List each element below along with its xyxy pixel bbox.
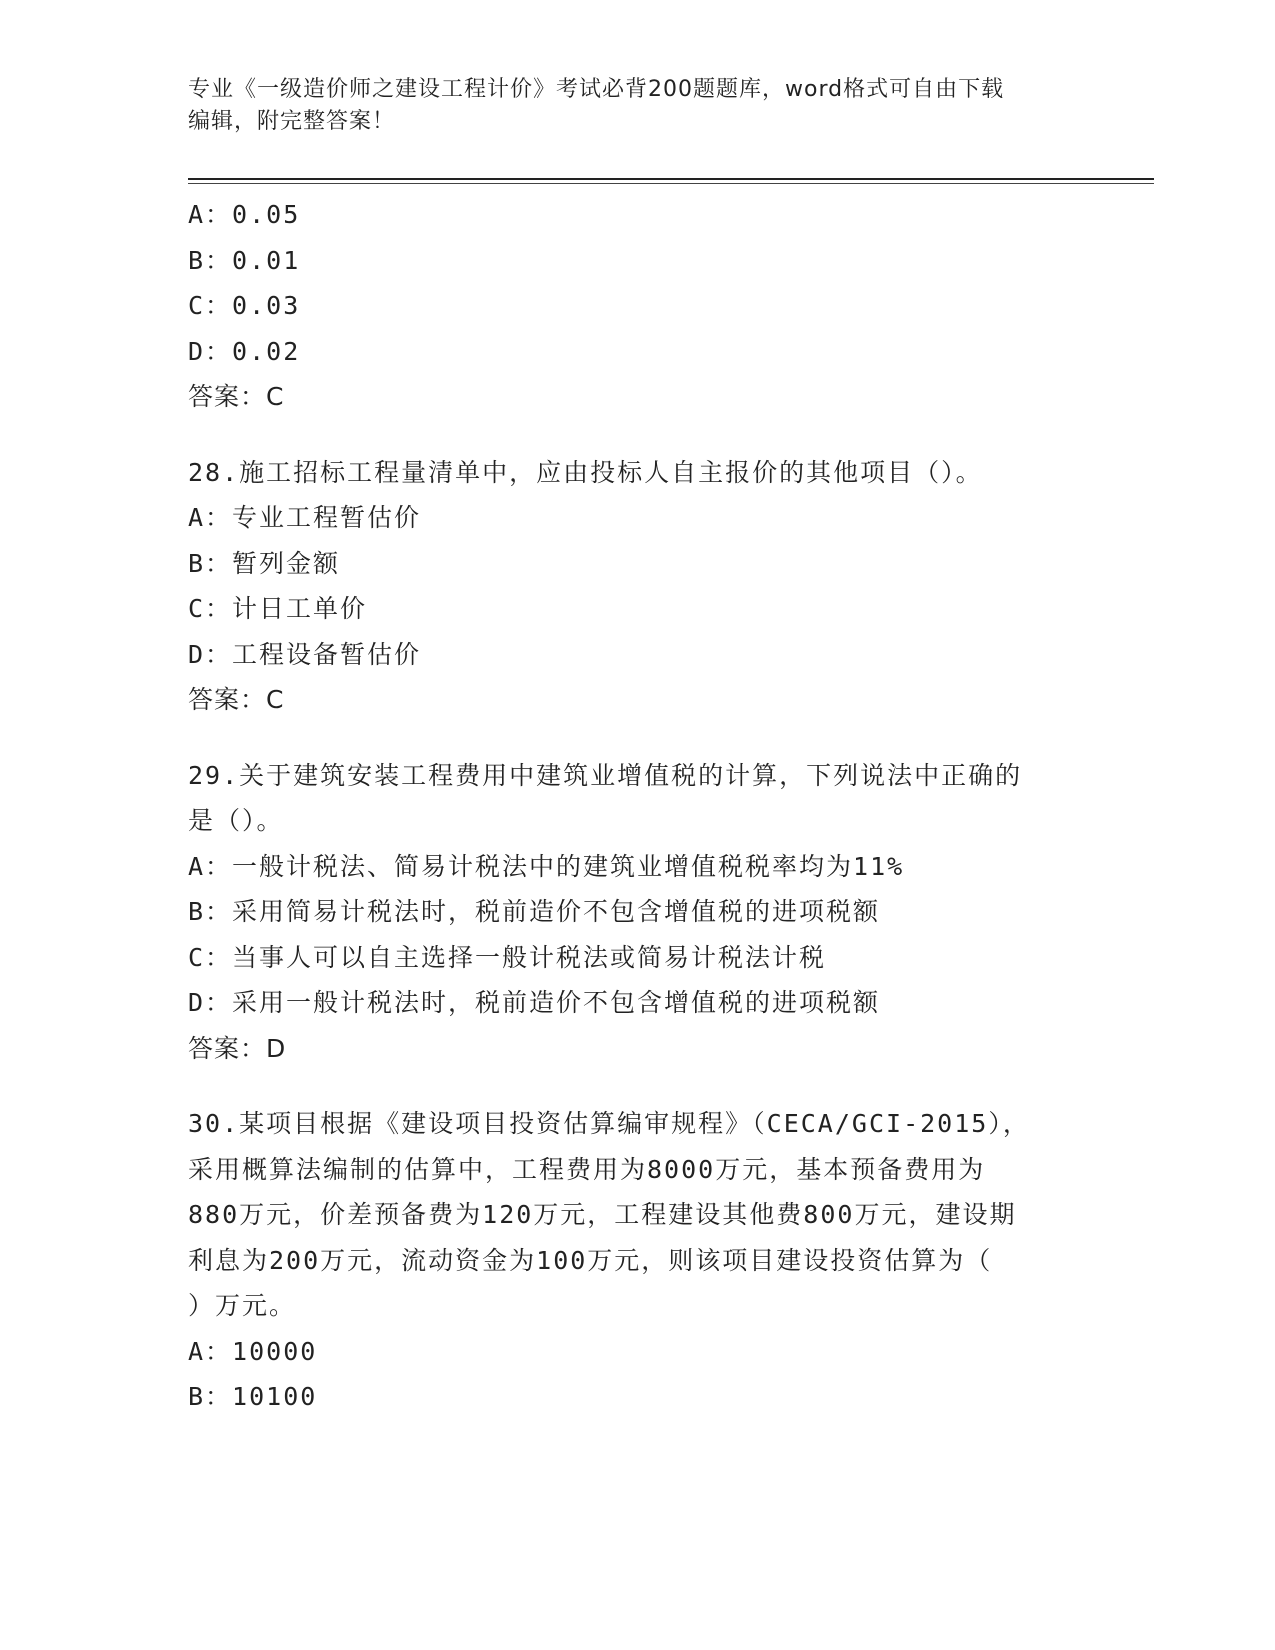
option-a: A：0.05 — [188, 200, 301, 229]
spacer — [188, 723, 1088, 753]
question-stem-line-2: 是（）。 — [188, 806, 284, 835]
question-stem-line-4: 利息为200万元，流动资金为100万元，则该项目建设投资估算为（ — [188, 1245, 993, 1275]
option-b: B：暂列金额 — [188, 548, 341, 578]
question-27 — [188, 192, 1088, 420]
option-b: B：采用简易计税法时，税前造价不包含增值税的进项税额 — [188, 897, 881, 926]
header-line-2: 编辑，附完整答案！ — [188, 109, 396, 134]
option-b: B：0.01 — [188, 245, 301, 275]
answer-line: 答案：D — [188, 1033, 287, 1063]
spacer — [188, 1071, 1088, 1101]
option-c: C：计日工单价 — [188, 594, 368, 623]
question-list — [188, 192, 1088, 1420]
option-d: D：工程设备暂估价 — [188, 639, 422, 669]
header-divider-thick — [188, 178, 1154, 180]
header-divider-thin — [188, 183, 1154, 184]
question-29 — [188, 753, 1088, 1072]
answer-line: 答案：C — [188, 382, 285, 411]
option-a: A：一般计税法、简易计税法中的建筑业增值税税率均为11% — [188, 851, 905, 881]
option-d: D：采用一般计税法时，税前造价不包含增值税的进项税额 — [188, 988, 881, 1017]
option-c: C：0.03 — [188, 291, 301, 320]
question-28 — [188, 450, 1088, 723]
option-b: B：10100 — [188, 1382, 318, 1411]
option-c: C：当事人可以自主选择一般计税法或简易计税法计税 — [188, 942, 827, 972]
question-stem-line-1: 29.关于建筑安装工程费用中建筑业增值税的计算，下列说法中正确的 — [188, 760, 1023, 790]
question-stem: 28.施工招标工程量清单中，应由投标人自主报价的其他项目（）。 — [188, 457, 983, 487]
option-a: A：专业工程暂估价 — [188, 503, 422, 532]
option-d: D：0.02 — [188, 336, 301, 366]
answer-line: 答案：C — [188, 685, 285, 714]
header-line-1: 专业《一级造价师之建设工程计价》考试必背200题题库，word格式可自由下载 — [188, 77, 1005, 102]
document-header — [188, 74, 1088, 138]
option-a: A：10000 — [188, 1336, 318, 1366]
question-stem-line-2: 采用概算法编制的估算中，工程费用为8000万元，基本预备费用为 — [188, 1154, 986, 1184]
question-stem-line-1: 30.某项目根据《建设项目投资估算编审规程》（CECA/GCI-2015）， — [188, 1109, 1030, 1138]
spacer — [188, 420, 1088, 450]
question-30 — [188, 1101, 1088, 1420]
question-stem-line-5: ）万元。 — [188, 1291, 297, 1320]
question-stem-line-3: 880万元，价差预备费为120万元，工程建设其他费800万元，建设期 — [188, 1200, 1017, 1229]
